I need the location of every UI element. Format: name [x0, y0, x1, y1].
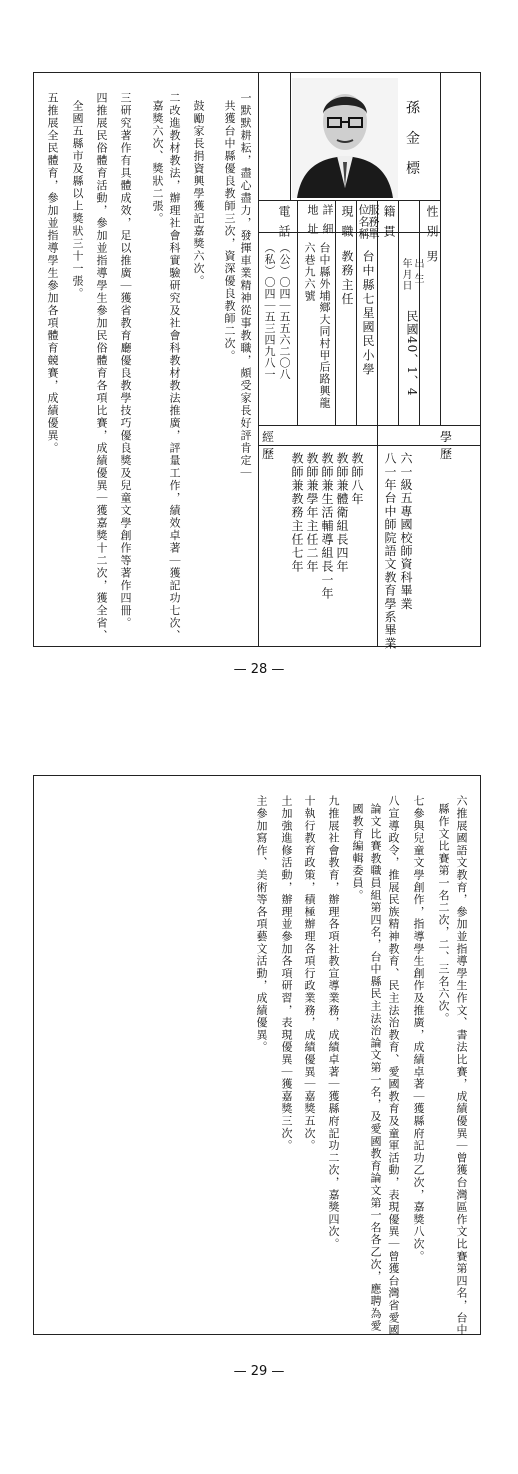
education-line: 六一級五專國校師資科畢業 [399, 452, 413, 611]
address-line-2: 六巷九六號 [303, 242, 316, 302]
experience-line: 教師八年 [350, 452, 364, 506]
experience-label: 經 歷 [262, 430, 351, 461]
achievement-line: 六推展國語文教育，參加並指導學生作文、書法比賽，成績優異｜曾獲台灣區作文比賽第四名，台中 [455, 795, 468, 1337]
achievement-line: 十執行教育政策，積極辦理各項行政業務，成績優異｜嘉獎五次。 [303, 795, 316, 1152]
gender-label: 性 別 [425, 205, 439, 240]
position-label: 現 職 [340, 205, 354, 240]
phone-label: 電 話 [277, 205, 291, 240]
page-number: — 29 — [233, 1364, 285, 1379]
page-number: — 28 — [233, 662, 285, 677]
portrait-image [292, 78, 398, 198]
col-divider [419, 200, 420, 425]
experience-line: 教師兼學年主任二年 [305, 452, 319, 574]
school-label-top: 服務單 [367, 204, 380, 240]
achievement-line: 共獲台中縣優良教師三次，資深優良教師二次。 [223, 100, 236, 363]
education-label: 學 歷 [440, 430, 481, 461]
hometown-label: 籍 貫 [382, 205, 396, 240]
portrait-photo [292, 78, 398, 198]
experience-line: 教師兼教務主任七年 [290, 452, 304, 574]
achievement-line: 縣作文比賽第一名二次，二、三名六次。 [437, 803, 450, 1025]
achievement-line: 鼓勵家長捐資興學獲記嘉獎六次。 [192, 100, 205, 288]
address-line-1: 台中縣外埔鄉大同村甲后路興龍 [318, 242, 331, 409]
address-label-top: 詳 細 [321, 204, 334, 236]
achievement-line: 五推展全民體育，參加並指導學生參加各項體育競賽，成績優異。 [46, 92, 59, 455]
position-value: 教務主任 [340, 250, 354, 307]
education-line: 八一年台中師院語文教育學系畢業 [383, 452, 397, 650]
edu-exp-divider [377, 425, 378, 647]
name-column-divider [440, 72, 441, 425]
achievement-line: 國教育編輯委員。 [351, 803, 364, 902]
birth-label-top: 出 生 [412, 258, 423, 285]
achievement-line: 論文比賽教職員組第四名，台中縣民主法治論文第一名，及愛國教育論文第一名各乙次，應聘為愛 [369, 803, 382, 1332]
achievement-line: 九推展社會教育，辦理各項社教宣導業務，成績卓著｜獲縣府記功二次，嘉獎四次。 [327, 795, 340, 1251]
achievement-line: 全國五縣市及縣以上獎狀三十一張。 [71, 100, 84, 300]
person-name: 孫 金 標 [404, 100, 420, 181]
col-divider [297, 200, 298, 425]
achievement-line: 八宣導政令，推展民族精神教育、民主法治教育、愛國教育及童軍活動，表現優異｜曾獲台灣省愛國 [387, 795, 400, 1337]
form-divider [258, 72, 259, 647]
photo-left-divider [290, 72, 291, 200]
col-divider [398, 200, 399, 425]
school-label-bottom: 位名稱 [357, 204, 370, 240]
achievement-line: 七參與兒童文學創作，指導學生創作及推廣，成績卓著｜獲縣府記功乙次，嘉獎八次。 [412, 795, 425, 1263]
achievement-line: 二改進教材教法，辦理社會科實驗研究及社會科教材教法推廣，評量工作，績效卓著｜獲記功七次、 [168, 92, 181, 642]
gender-value: 男 [425, 250, 439, 265]
experience-line: 教師兼體衛組長四年 [335, 452, 349, 574]
achievement-line: 四推展民俗體育活動，參加並指導學生參加民俗體育各項比賽，成績優異｜獲嘉獎十二次，獲全省、 [95, 92, 108, 642]
education-divider [258, 425, 481, 426]
school-value: 台中縣七星國民小學 [361, 250, 375, 377]
phone-line-2: （私）〇四｜五三四九八一 [263, 242, 276, 380]
birth-value: 民國40、1、4 [405, 310, 419, 397]
col-divider [335, 200, 336, 425]
achievement-line: 嘉獎六次、獎狀二張。 [151, 100, 164, 225]
experience-line: 教師兼生活輔導組長一年 [320, 452, 334, 601]
achievement-line: 一默默耕耘，盡心盡力，發揮車業精神從事教職，頗受家長好評肯定｜ [239, 92, 252, 480]
achievement-line: 主參加寫作、美術等各項藝文活動，成績優異。 [255, 795, 268, 1054]
address-label-bottom: 地 址 [306, 204, 319, 236]
photo-bottom-divider [258, 200, 440, 201]
phone-line-1: （公）〇四｜五五六二〇八 [278, 242, 291, 380]
birth-label-bottom: 年月日 [400, 258, 411, 291]
achievement-line: 土加強進修活動，辦理並參加各項研習，表現優異｜獲嘉獎三次。 [280, 795, 293, 1152]
achievement-line: 三研究著作有具體成效，足以推廣｜獲省教育廳優良教學技巧優良獎及兒童文學創作等著作四冊。 [119, 92, 132, 630]
